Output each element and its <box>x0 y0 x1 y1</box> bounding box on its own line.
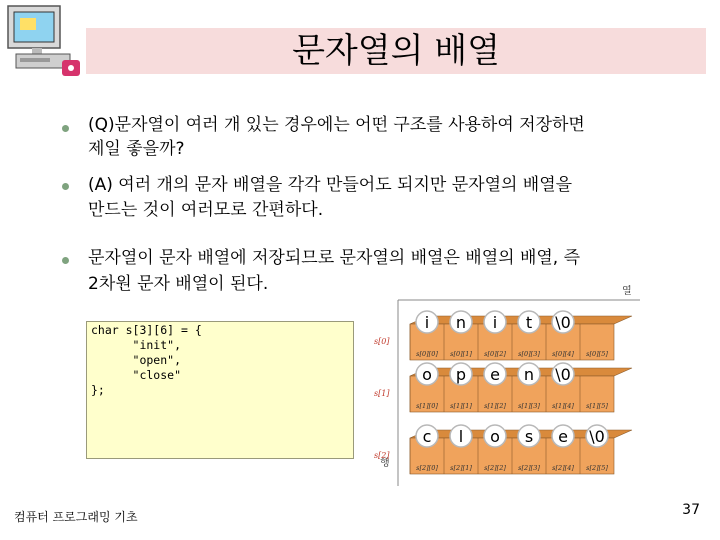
computer-logo-icon <box>2 2 86 82</box>
char-label: n <box>455 313 467 332</box>
col-axis-label: 열 <box>622 286 632 297</box>
bullet-1-line-1: (Q)문자열이 여러 개 있는 경우에는 어떤 구조를 사용하여 저장하면 <box>88 115 585 135</box>
bullet-1-line-2: 제일 좋을까? <box>88 139 185 159</box>
char-label: o <box>422 365 432 384</box>
row-axis-label: 행 <box>380 458 390 469</box>
row-label: s[1] <box>374 389 390 398</box>
bullet-marker <box>62 183 69 190</box>
cell-index-label: s[0][4] <box>552 350 574 358</box>
code-line: "open", <box>91 353 182 367</box>
char-label: t <box>525 313 533 332</box>
cell-index-label: s[0][2] <box>484 350 506 358</box>
cell-index-label: s[2][2] <box>484 464 506 472</box>
cell-index-label: s[2][3] <box>518 464 540 472</box>
code-line: char s[3][6] = { <box>91 323 202 337</box>
char-label: i <box>424 313 430 332</box>
code-line: "close" <box>91 368 182 382</box>
cell-index-label: s[0][1] <box>450 350 472 358</box>
cell-index-label: s[1][3] <box>518 402 540 410</box>
cell-index-label: s[0][3] <box>518 350 540 358</box>
code-line: "init", <box>91 338 182 352</box>
char-label: \0 <box>589 427 605 446</box>
char-label: e <box>558 427 568 446</box>
char-label: o <box>490 427 500 446</box>
row-label: s[2] <box>374 451 390 460</box>
code-line: }; <box>91 383 105 397</box>
cell-index-label: s[1][0] <box>416 402 438 410</box>
cell-index-label: s[1][4] <box>552 402 574 410</box>
char-label: s <box>524 427 534 446</box>
cell-index-label: s[2][1] <box>450 464 472 472</box>
bullet-marker <box>62 257 69 264</box>
cell-index-label: s[1][1] <box>450 402 472 410</box>
char-label: i <box>492 313 498 332</box>
cell-index-label: s[2][0] <box>416 464 438 472</box>
cell-index-label: s[1][5] <box>586 402 608 410</box>
char-label: p <box>455 365 467 384</box>
bullet-marker <box>62 125 69 132</box>
row-label: s[0] <box>374 337 390 346</box>
slide-title: 문자열의 배열 <box>292 31 500 71</box>
code-example <box>86 321 354 459</box>
bullet-2-line-2: 만드는 것이 여러모로 간편하다. <box>88 200 324 220</box>
array-diagram <box>360 278 710 493</box>
char-label: n <box>523 365 535 384</box>
bullet-2-line-1: (A) 여러 개의 문자 배열을 각각 만들어도 되지만 문자열의 배열을 <box>88 175 573 195</box>
char-label: e <box>490 365 500 384</box>
char-label: \0 <box>555 365 571 384</box>
cell-index-label: s[2][4] <box>552 464 574 472</box>
bullet-3-line-1: 문자열이 문자 배열에 저장되므로 문자열의 배열은 배열의 배열, 즉 <box>88 248 581 268</box>
footer-course-name: 컴퓨터 프로그래밍 기초 <box>14 510 138 524</box>
cell-index-label: s[2][5] <box>586 464 608 472</box>
cell-index-label: s[0][5] <box>586 350 608 358</box>
page-number: 37 <box>682 502 700 518</box>
char-label: l <box>458 427 464 446</box>
cell-index-label: s[1][2] <box>484 402 506 410</box>
cell-index-label: s[0][0] <box>416 350 438 358</box>
bullet-3-line-2: 2차원 문자 배열이 된다. <box>88 274 269 294</box>
char-label: \0 <box>555 313 571 332</box>
char-label: c <box>422 427 432 446</box>
